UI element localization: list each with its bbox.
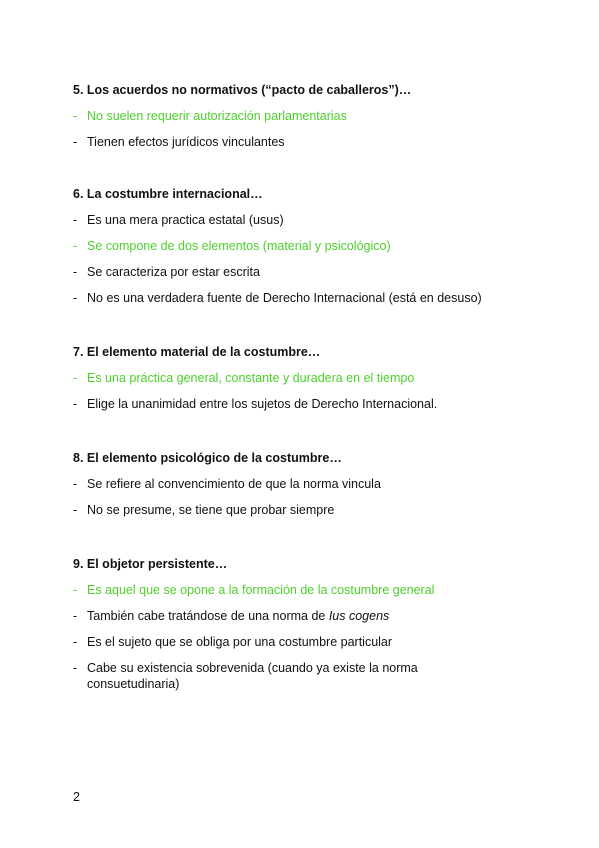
answer-option [73, 660, 553, 692]
answer-option [73, 212, 553, 228]
option-text: Es el sujeto que se obliga por una costumbre particular [87, 635, 393, 649]
dash-bullet: - [73, 635, 78, 649]
option-text: Se caracteriza por estar escrita [87, 265, 260, 279]
answer-option [73, 608, 553, 624]
dash-bullet: - [73, 503, 78, 517]
option-text: No es una verdadera fuente de Derecho Internacional (está en desuso) [87, 291, 482, 305]
option-text-continuation: consuetudinaria) [87, 677, 180, 691]
dash-bullet: - [73, 609, 78, 623]
question-title: 6. La costumbre internacional… [73, 187, 263, 201]
option-text: Se refiere al convencimiento de que la norma vincula [87, 477, 381, 491]
dash-bullet: - [73, 265, 78, 279]
option-text: No se presume, se tiene que probar siempre [87, 503, 335, 517]
dash-bullet: - [73, 135, 78, 149]
answer-option-correct [73, 108, 553, 124]
option-text: No suelen requerir autorización parlamentarias [87, 109, 347, 123]
answer-option [73, 134, 553, 150]
option-text: Cabe su existencia sobrevenida (cuando ya existe la norma [87, 661, 418, 675]
option-text: Es una mera practica estatal (usus) [87, 213, 284, 227]
option-text: También cabe tratándose de una norma de [87, 609, 329, 623]
question-7 [73, 344, 553, 422]
answer-option-correct [73, 582, 553, 598]
question-8 [73, 450, 553, 528]
dash-bullet: - [73, 371, 78, 385]
option-text: Es aquel que se opone a la formación de la costumbre general [87, 583, 435, 597]
question-title: 9. El objetor persistente… [73, 557, 228, 571]
answer-option-correct [73, 238, 553, 254]
answer-option [73, 502, 553, 518]
question-title: 8. El elemento psicológico de la costumbre… [73, 451, 342, 465]
option-text: Se compone de dos elementos (material y psicológico) [87, 239, 391, 253]
dash-bullet: - [73, 583, 78, 597]
option-italic-term: Ius cogens [328, 609, 390, 623]
answer-option [73, 290, 553, 306]
dash-bullet: - [73, 477, 78, 491]
answer-option [73, 264, 553, 280]
question-title: 5. Los acuerdos no normativos (“pacto de caballeros”)… [73, 83, 412, 97]
answer-option-correct [73, 370, 553, 386]
question-9 [73, 556, 553, 702]
question-title: 7. El elemento material de la costumbre… [73, 345, 321, 359]
dash-bullet: - [73, 109, 78, 123]
question-5 [73, 82, 553, 160]
option-text: Elige la unanimidad entre los sujetos de Derecho Internacional. [87, 397, 438, 411]
dash-bullet: - [73, 213, 78, 227]
dash-bullet: - [73, 661, 78, 675]
answer-option [73, 396, 553, 412]
option-text: Tienen efectos jurídicos vinculantes [87, 135, 285, 149]
option-text: Es una práctica general, constante y duradera en el tiempo [87, 371, 415, 385]
answer-option [73, 476, 553, 492]
answer-option [73, 634, 553, 650]
dash-bullet: - [73, 291, 78, 305]
dash-bullet: - [73, 397, 78, 411]
dash-bullet: - [73, 239, 78, 253]
question-6 [73, 186, 553, 316]
page-number: 2 [73, 790, 80, 804]
